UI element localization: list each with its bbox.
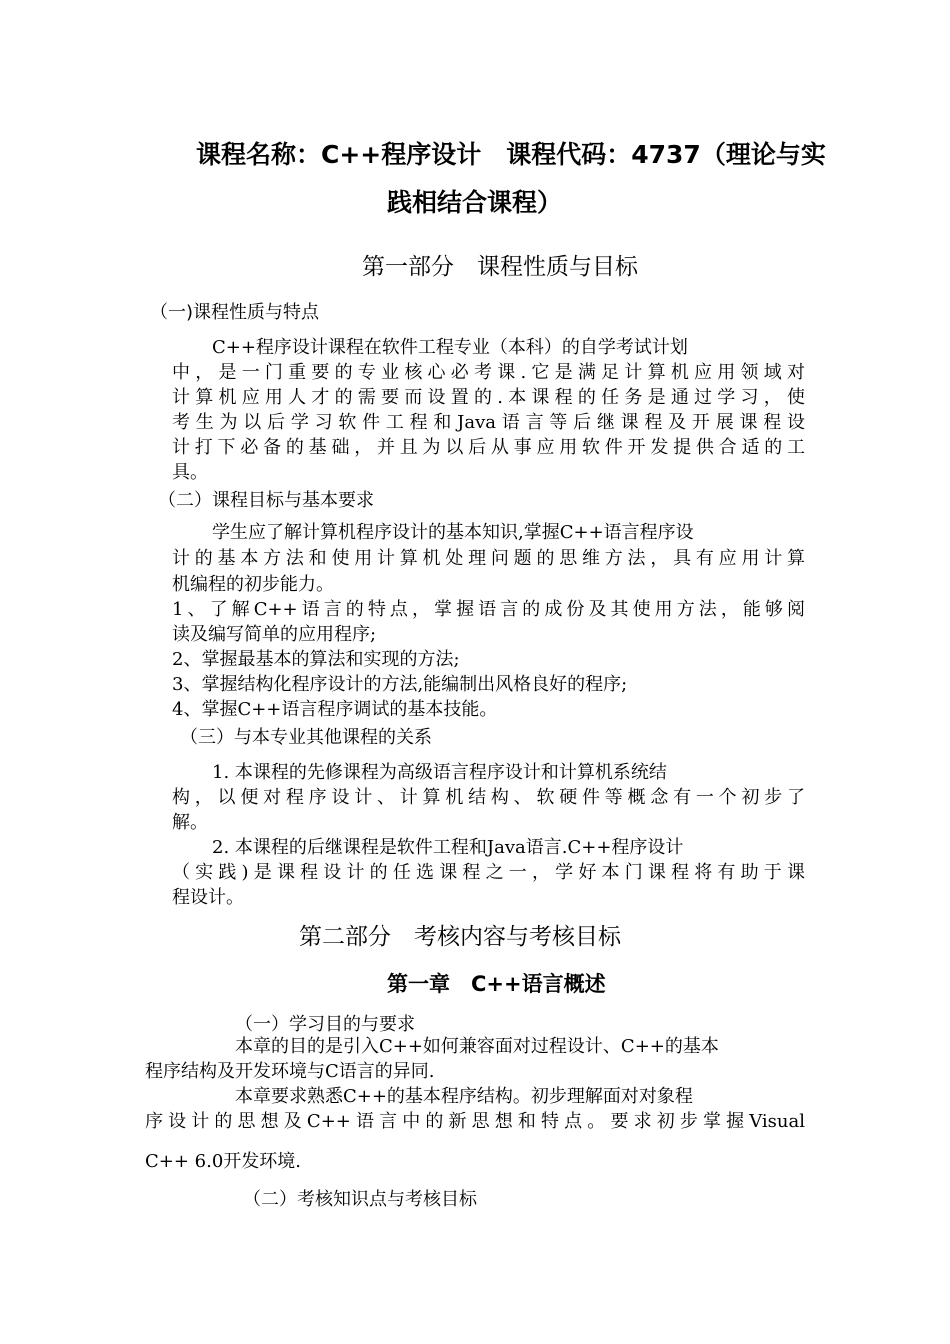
section-3-line: （实践)是课程设计的任选课程之一，学好本门课程将有助于课 (172, 862, 805, 883)
section-3-line: 2. 本课程的后继课程是软件工程和Java语言.C++程序设计 (212, 837, 684, 858)
section-3-heading: （三）与本专业其他课程的关系 (180, 727, 432, 748)
section-3-line: 解。 (172, 812, 208, 833)
section-3-line: 程设计。 (172, 887, 244, 908)
section-2-line: 3、掌握结构化程序设计的方法,能编制出风格良好的程序; (172, 674, 628, 695)
section-1-line: 考生为以后学习软件工程和Java语言等后继课程及开展课程设 (172, 412, 805, 433)
chapter-1-line: 程序结构及开发环境与C语言的异同. (145, 1061, 435, 1082)
section-2-line: 2、掌握最基本的算法和实现的方法; (172, 649, 460, 670)
section-1-heading: （一)课程性质与特点 (150, 302, 320, 323)
section-1-line: C++程序设计课程在软件工程专业（本科）的自学考试计划 (212, 337, 688, 358)
course-title-line-1: 课程名称：C++程序设计 课程代码：4737（理论与实 (196, 140, 826, 169)
chapter-1-line: 序设计的思想及C++语言中的新思想和特点。要求初步掌握Visual (145, 1111, 805, 1132)
chapter-1-line: 本章要求熟悉C++的基本程序结构。初步理解面对对象程 (235, 1086, 693, 1107)
chapter-1-section-2-heading: （二）考核知识点与考核目标 (243, 1189, 477, 1210)
course-title-line-2: 践相结合课程） (387, 188, 563, 217)
section-2-line: 读及编写简单的应用程序; (172, 624, 377, 645)
chapter-1-line: 本章的目的是引入C++如何兼容面对过程设计、C++的基本 (235, 1036, 719, 1057)
section-2-line: 学生应了解计算机程序设计的基本知识,掌握C++语言程序设 (212, 522, 694, 543)
section-1-line: 计打下必备的基础，并且为以后从事应用软件开发提供合适的工 (172, 437, 805, 458)
section-2-line: 4、掌握C++语言程序调试的基本技能。 (172, 699, 498, 720)
section-1-line: 中，是一门重要的专业核心必考课.它是满足计算机应用领域对 (172, 362, 805, 383)
section-3-line: 构，以便对程序设计、计算机结构、软硬件等概念有一个初步了 (172, 787, 805, 808)
chapter-1-line: C++ 6.0开发环境. (145, 1151, 302, 1172)
section-2-line: 1、了解C++语言的特点，掌握语言的成份及其使用方法，能够阅 (172, 599, 805, 620)
chapter-1-section-1-heading: （一）学习目的与要求 (235, 1014, 415, 1035)
section-2-heading: （二）课程目标与基本要求 (158, 490, 374, 511)
section-3-line: 1. 本课程的先修课程为高级语言程序设计和计算机系统结 (212, 762, 667, 783)
section-1-line: 计算机应用人才的需要而设置的.本课程的任务是通过学习，使 (172, 387, 805, 408)
section-2-line: 机编程的初步能力。 (172, 574, 334, 595)
chapter-1-heading: 第一章 C++语言概述 (387, 972, 606, 996)
section-1-line: 具。 (172, 462, 208, 483)
part-2-heading: 第二部分 考核内容与考核目标 (299, 924, 621, 950)
section-2-line: 计的基本方法和使用计算机处理问题的思维方法，具有应用计算 (172, 548, 805, 569)
part-1-heading: 第一部分 课程性质与目标 (362, 254, 638, 280)
